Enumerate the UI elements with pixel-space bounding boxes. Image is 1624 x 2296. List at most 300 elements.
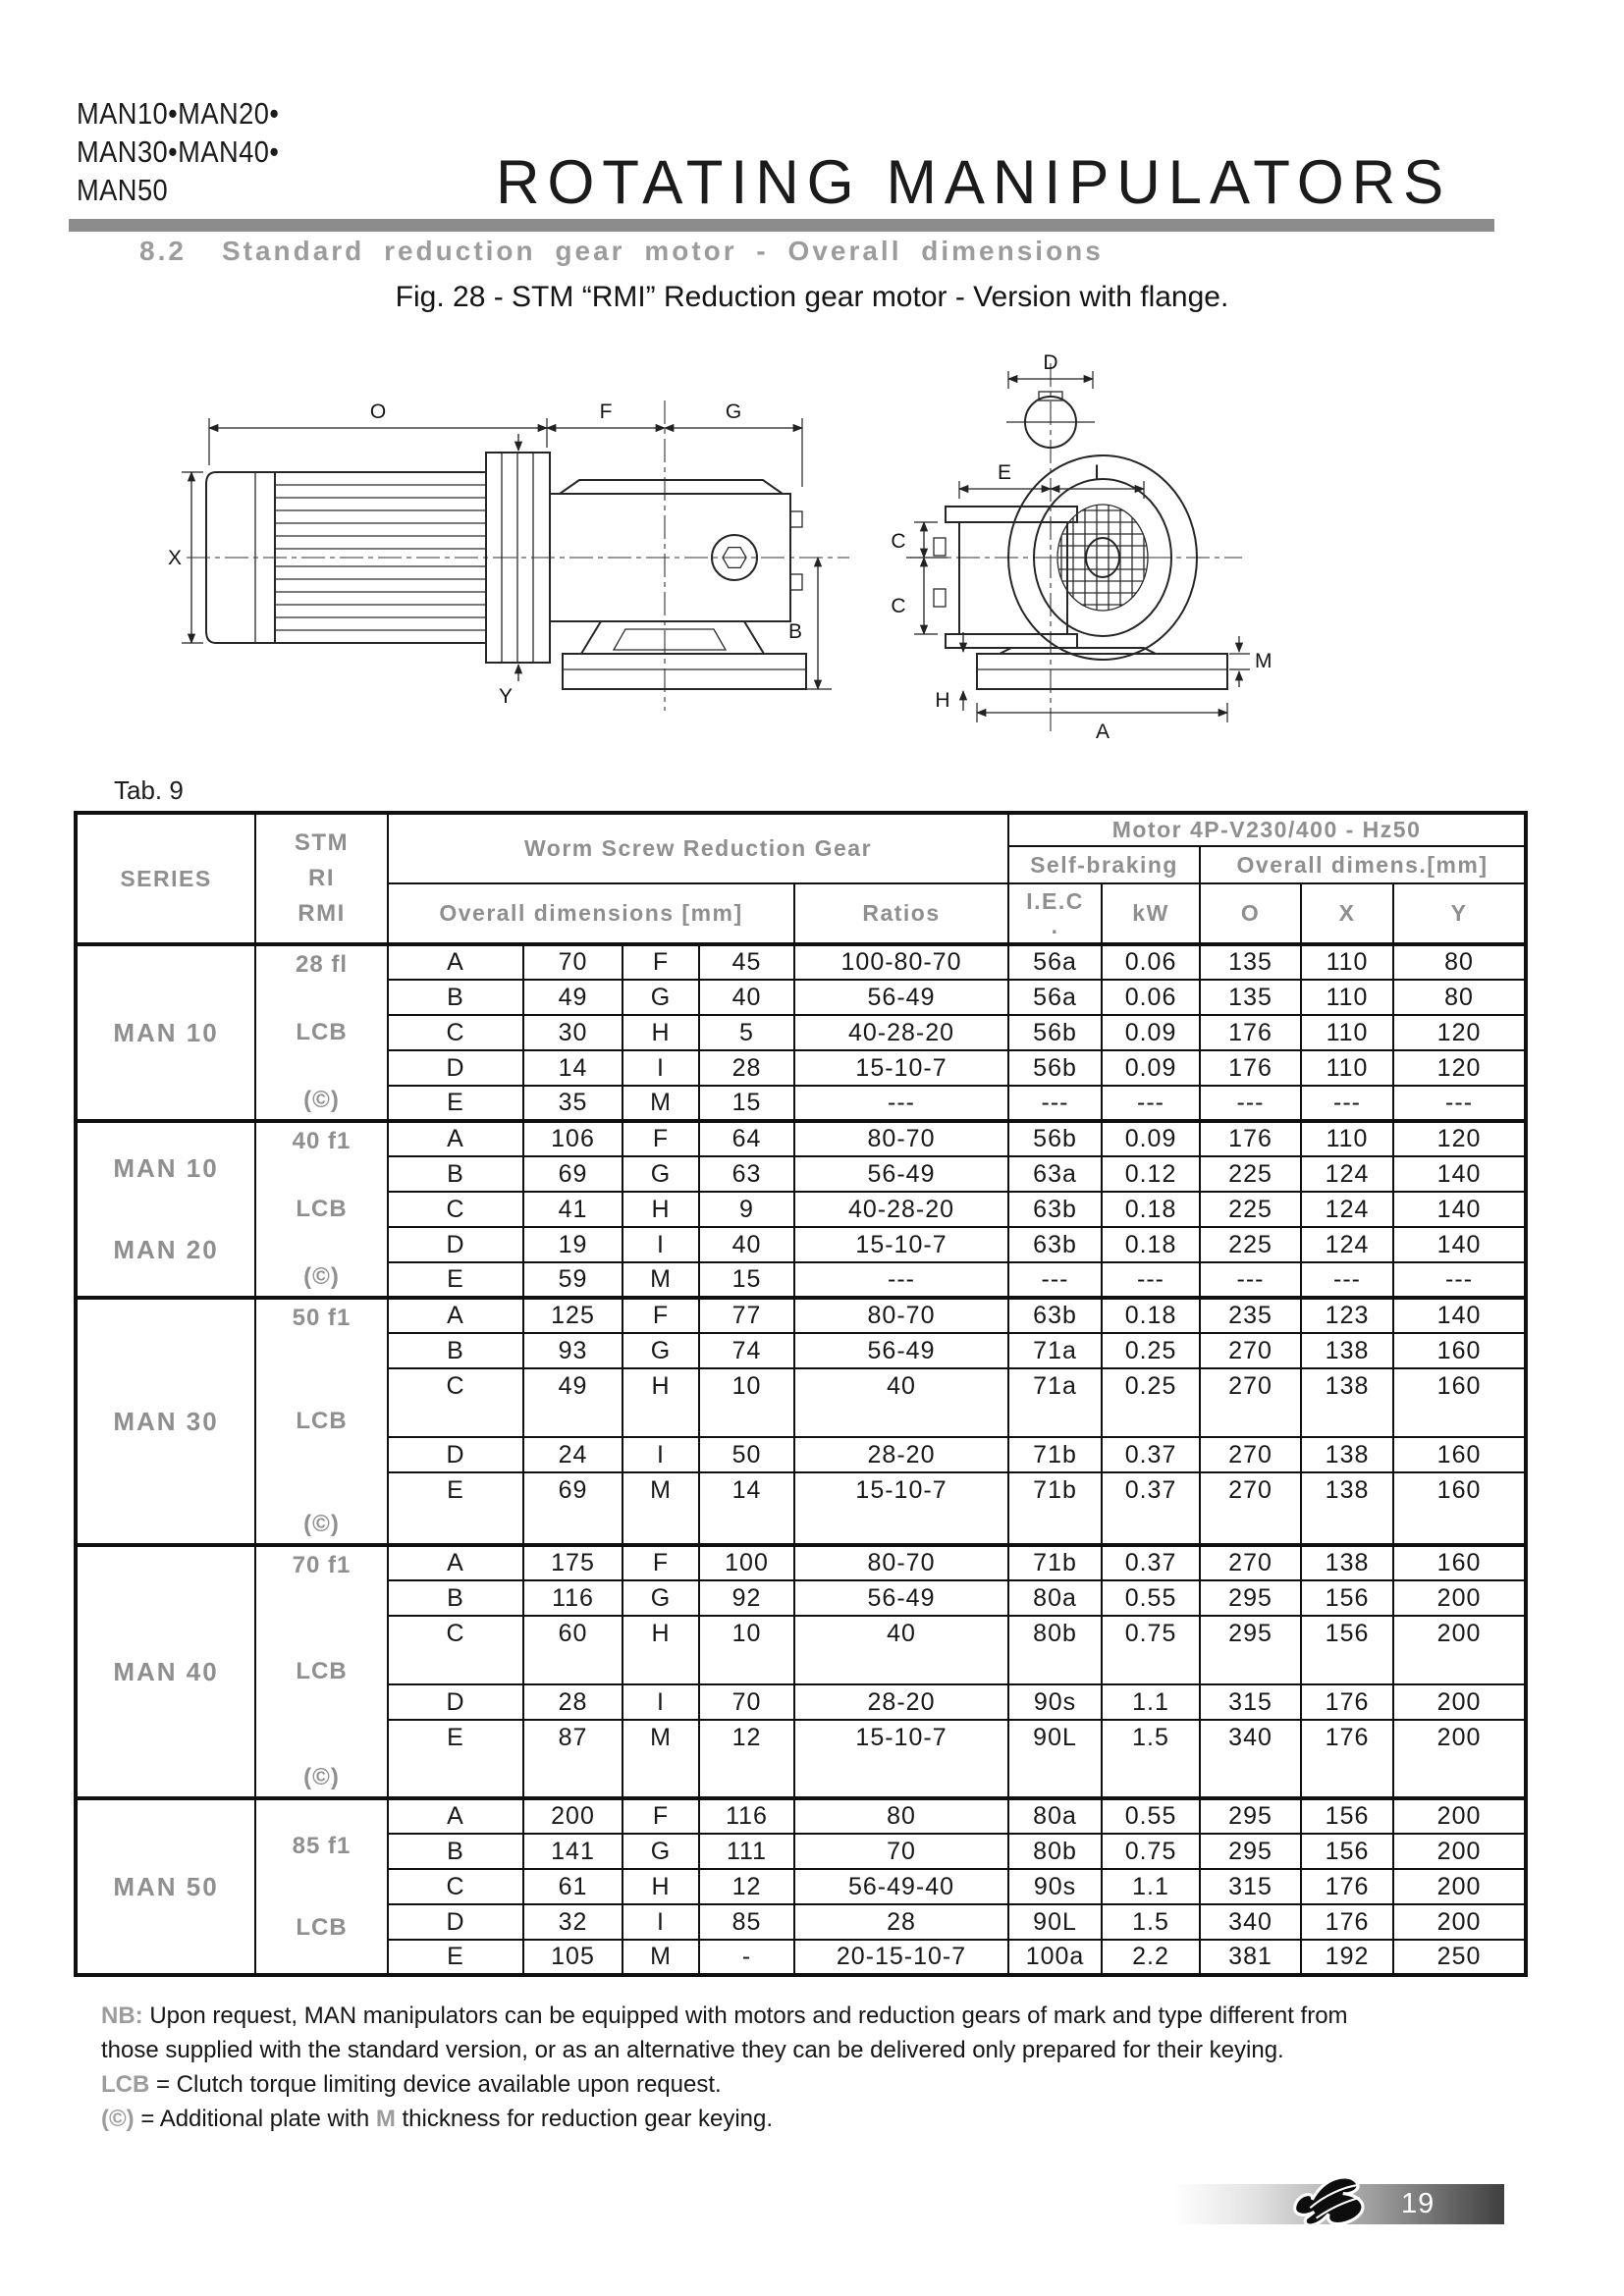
cell-y: 80 — [1393, 980, 1526, 1015]
cell-l2: H — [623, 1015, 699, 1050]
header-series: SERIES — [76, 813, 255, 944]
cell-y: --- — [1393, 1262, 1526, 1298]
cell-o: 295 — [1200, 1616, 1301, 1684]
footer-bar — [1173, 2184, 1504, 2224]
cell-y: 200 — [1393, 1580, 1526, 1616]
cell-o: 135 — [1200, 980, 1301, 1015]
stm-cell — [255, 944, 388, 1121]
cell-r: 80-70 — [794, 1121, 1008, 1156]
cell-r: 40-28-20 — [794, 1192, 1008, 1227]
cell-kw: 0.12 — [1102, 1156, 1200, 1192]
cell-kw: 0.75 — [1102, 1834, 1200, 1869]
cell-o: 135 — [1200, 944, 1301, 980]
cell-y: 200 — [1393, 1904, 1526, 1940]
cell-iec: 56b — [1008, 1121, 1102, 1156]
cell-x: 110 — [1301, 980, 1393, 1015]
cell-o: 270 — [1200, 1545, 1301, 1580]
model-list — [77, 94, 279, 209]
cell-v1: 28 — [523, 1684, 623, 1720]
cell-iec: 80b — [1008, 1616, 1102, 1684]
cell-iec: 56b — [1008, 1050, 1102, 1086]
cell-l1: A — [388, 1298, 523, 1333]
dim-label-x: X — [167, 547, 183, 569]
series-cell — [76, 1545, 255, 1798]
cell-v1: 69 — [523, 1156, 623, 1192]
cell-x: 138 — [1301, 1368, 1393, 1437]
cell-l2: H — [623, 1616, 699, 1684]
dim-label-d: D — [1043, 351, 1058, 374]
stm-label: LCB — [296, 1408, 348, 1434]
cell-o: --- — [1200, 1086, 1301, 1121]
stm-cell — [255, 1545, 388, 1798]
cell-kw: --- — [1102, 1086, 1200, 1121]
note-nb — [101, 1999, 1544, 2033]
series-cell — [76, 944, 255, 1121]
table-body — [76, 944, 1526, 1975]
cell-y: 140 — [1393, 1192, 1526, 1227]
stm-cell — [255, 1298, 388, 1545]
cell-v1: 41 — [523, 1192, 623, 1227]
cell-o: 176 — [1200, 1015, 1301, 1050]
cell-x: 110 — [1301, 944, 1393, 980]
cell-x: 156 — [1301, 1798, 1393, 1834]
cell-kw: 0.06 — [1102, 980, 1200, 1015]
cell-iec: --- — [1008, 1086, 1102, 1121]
cell-v2: 92 — [699, 1580, 794, 1616]
cell-v1: 93 — [523, 1333, 623, 1368]
note-lcb-label: LCB — [101, 2071, 150, 2098]
series-label: MAN 10 — [113, 1153, 219, 1183]
cell-x: 156 — [1301, 1580, 1393, 1616]
cell-l1: C — [388, 1015, 523, 1050]
header-stm-line: RI — [308, 865, 335, 891]
cell-r: 56-49 — [794, 1580, 1008, 1616]
cell-kw: 0.55 — [1102, 1798, 1200, 1834]
cell-v1: 32 — [523, 1904, 623, 1940]
dim-label-c1: C — [891, 530, 906, 553]
cell-l1: D — [388, 1437, 523, 1472]
cell-v1: 87 — [523, 1720, 623, 1798]
cell-iec: 80b — [1008, 1834, 1102, 1869]
cell-l1: D — [388, 1050, 523, 1086]
cell-kw: 0.37 — [1102, 1545, 1200, 1580]
dim-label-g: G — [725, 400, 742, 423]
header-overall-dimens: Overall dimens.[mm] — [1200, 846, 1526, 883]
cell-x: 176 — [1301, 1684, 1393, 1720]
header-kw: kW — [1102, 883, 1200, 944]
cell-o: 270 — [1200, 1368, 1301, 1437]
header-stm — [255, 813, 388, 944]
note-key-m: M — [375, 2106, 396, 2132]
cell-v2: 74 — [699, 1333, 794, 1368]
cell-v2: 15 — [699, 1086, 794, 1121]
cell-v2: - — [699, 1940, 794, 1975]
stm-label: 40 f1 — [292, 1128, 352, 1154]
cell-y: 200 — [1393, 1834, 1526, 1869]
cell-l1: C — [388, 1368, 523, 1437]
series-label: MAN 30 — [113, 1406, 219, 1436]
cell-v1: 14 — [523, 1050, 623, 1086]
note-nb-label: NB: — [101, 2002, 143, 2029]
cell-v1: 116 — [523, 1580, 623, 1616]
cell-o: 225 — [1200, 1192, 1301, 1227]
header-stm-line: RMI — [298, 900, 346, 927]
cell-v2: 10 — [699, 1368, 794, 1437]
header-overall-dimensions: Overall dimensions [mm] — [388, 883, 794, 944]
cell-v1: 49 — [523, 980, 623, 1015]
cell-kw: 0.37 — [1102, 1437, 1200, 1472]
stm-label: (©) — [303, 1087, 340, 1113]
cell-iec: 80a — [1008, 1580, 1102, 1616]
cell-kw: 0.09 — [1102, 1121, 1200, 1156]
cell-l2: H — [623, 1368, 699, 1437]
series-cell — [76, 1121, 255, 1298]
stm-logo-icon — [1283, 2172, 1386, 2235]
cell-l2: H — [623, 1869, 699, 1904]
cell-o: 270 — [1200, 1333, 1301, 1368]
cell-v1: 175 — [523, 1545, 623, 1580]
dimensions-table — [74, 811, 1528, 1977]
cell-kw: 1.1 — [1102, 1684, 1200, 1720]
header-iec-line: . — [1051, 912, 1059, 938]
cell-v2: 9 — [699, 1192, 794, 1227]
cell-o: 340 — [1200, 1720, 1301, 1798]
cell-v2: 15 — [699, 1262, 794, 1298]
cell-v2: 116 — [699, 1798, 794, 1834]
cell-kw: 0.18 — [1102, 1192, 1200, 1227]
cell-l2: G — [623, 1156, 699, 1192]
cell-y: 140 — [1393, 1227, 1526, 1262]
cell-o: 295 — [1200, 1798, 1301, 1834]
series-cell — [76, 1798, 255, 1975]
cell-kw: 0.55 — [1102, 1580, 1200, 1616]
note-key-post: thickness for reduction gear keying. — [395, 2106, 774, 2132]
cell-x: 110 — [1301, 1050, 1393, 1086]
cell-l1: C — [388, 1869, 523, 1904]
cell-l1: A — [388, 1798, 523, 1834]
cell-iec: 71b — [1008, 1472, 1102, 1545]
cell-v1: 69 — [523, 1472, 623, 1545]
cell-iec: 71a — [1008, 1368, 1102, 1437]
section-heading — [139, 236, 1104, 267]
table-row — [76, 1798, 1526, 1834]
notes — [101, 1999, 1544, 2136]
note-nb-text: Upon request, MAN manipulators can be equipped with motors and reduction gears of mark and type different from — [142, 2002, 1348, 2029]
cell-l2: F — [623, 1121, 699, 1156]
cell-l1: D — [388, 1684, 523, 1720]
cell-y: 200 — [1393, 1684, 1526, 1720]
cell-r: 15-10-7 — [794, 1050, 1008, 1086]
cell-y: 80 — [1393, 944, 1526, 980]
cell-kw: 0.25 — [1102, 1333, 1200, 1368]
cell-o: --- — [1200, 1262, 1301, 1298]
cell-o: 176 — [1200, 1121, 1301, 1156]
cell-iec: 80a — [1008, 1798, 1102, 1834]
cell-l2: F — [623, 1545, 699, 1580]
cell-v1: 141 — [523, 1834, 623, 1869]
page-title: ROTATING MANIPULATORS — [496, 148, 1452, 217]
cell-l1: B — [388, 1333, 523, 1368]
note-key-pre: = Additional plate with — [134, 2106, 376, 2132]
cell-y: 160 — [1393, 1472, 1526, 1545]
cell-o: 235 — [1200, 1298, 1301, 1333]
cell-y: 120 — [1393, 1121, 1526, 1156]
cell-o: 340 — [1200, 1904, 1301, 1940]
cell-iec: 71a — [1008, 1333, 1102, 1368]
model-line: MAN10•MAN20• — [77, 96, 280, 131]
cell-iec: 56a — [1008, 944, 1102, 980]
cell-r: --- — [794, 1262, 1008, 1298]
cell-x: 124 — [1301, 1227, 1393, 1262]
cell-l1: A — [388, 1121, 523, 1156]
cell-l2: M — [623, 1086, 699, 1121]
cell-v2: 45 — [699, 944, 794, 980]
cell-r: 15-10-7 — [794, 1472, 1008, 1545]
cell-l2: M — [623, 1720, 699, 1798]
cell-r: --- — [794, 1086, 1008, 1121]
cell-o: 225 — [1200, 1227, 1301, 1262]
cell-r: 56-49 — [794, 980, 1008, 1015]
cell-y: 120 — [1393, 1050, 1526, 1086]
cell-l1: C — [388, 1192, 523, 1227]
cell-y: --- — [1393, 1086, 1526, 1121]
cell-iec: 63a — [1008, 1156, 1102, 1192]
cell-v1: 59 — [523, 1262, 623, 1298]
cell-x: 138 — [1301, 1545, 1393, 1580]
cell-y: 120 — [1393, 1015, 1526, 1050]
cell-v1: 19 — [523, 1227, 623, 1262]
cell-l1: B — [388, 1580, 523, 1616]
cell-y: 250 — [1393, 1940, 1526, 1975]
cell-r: 28 — [794, 1904, 1008, 1940]
cell-r: 28-20 — [794, 1684, 1008, 1720]
series-label: MAN 10 — [113, 1017, 219, 1047]
cell-x: 138 — [1301, 1333, 1393, 1368]
dim-label-a: A — [1095, 721, 1110, 743]
cell-iec: 56a — [1008, 980, 1102, 1015]
cell-r: 56-49 — [794, 1333, 1008, 1368]
section-number: 8.2 — [139, 236, 187, 266]
cell-l2: G — [623, 1333, 699, 1368]
cell-x: 124 — [1301, 1192, 1393, 1227]
cell-iec: 63b — [1008, 1227, 1102, 1262]
cell-x: 176 — [1301, 1720, 1393, 1798]
cell-x: --- — [1301, 1086, 1393, 1121]
cell-kw: 0.75 — [1102, 1616, 1200, 1684]
dim-label-b: B — [787, 620, 803, 643]
cell-y: 200 — [1393, 1798, 1526, 1834]
cell-y: 140 — [1393, 1298, 1526, 1333]
cell-iec: 100a — [1008, 1940, 1102, 1975]
cell-v2: 100 — [699, 1545, 794, 1580]
cell-v1: 106 — [523, 1121, 623, 1156]
header-motor: Motor 4P-V230/400 - Hz50 — [1008, 813, 1526, 846]
header-stm-line: STM — [294, 829, 350, 856]
cell-x: 138 — [1301, 1437, 1393, 1472]
note-lcb — [101, 2067, 1544, 2102]
cell-o: 270 — [1200, 1437, 1301, 1472]
stm-label: LCB — [296, 1913, 348, 1941]
cell-r: 80-70 — [794, 1298, 1008, 1333]
cell-r: 20-15-10-7 — [794, 1940, 1008, 1975]
note-key — [101, 2102, 1544, 2136]
cell-x: 176 — [1301, 1869, 1393, 1904]
dim-label-h: H — [935, 689, 950, 712]
cell-r: 56-49-40 — [794, 1869, 1008, 1904]
cell-r: 40-28-20 — [794, 1015, 1008, 1050]
page-number: 19 — [1401, 2188, 1435, 2219]
cell-iec: 56b — [1008, 1015, 1102, 1050]
dim-label-i: I — [1094, 461, 1100, 484]
header-x: X — [1301, 883, 1393, 944]
cell-y: 140 — [1393, 1156, 1526, 1192]
cell-l1: A — [388, 944, 523, 980]
cell-l1: B — [388, 1834, 523, 1869]
dim-label-y: Y — [498, 685, 514, 708]
cell-l2: F — [623, 1798, 699, 1834]
cell-kw: --- — [1102, 1262, 1200, 1298]
cell-l2: M — [623, 1472, 699, 1545]
cell-o: 295 — [1200, 1834, 1301, 1869]
cell-r: 40 — [794, 1616, 1008, 1684]
cell-v1: 60 — [523, 1616, 623, 1684]
cell-kw: 0.09 — [1102, 1050, 1200, 1086]
cell-l1: E — [388, 1086, 523, 1121]
technical-drawing — [162, 344, 1276, 746]
cell-y: 200 — [1393, 1869, 1526, 1904]
cell-v2: 14 — [699, 1472, 794, 1545]
header-o: O — [1200, 883, 1301, 944]
cell-l2: I — [623, 1050, 699, 1086]
cell-v1: 30 — [523, 1015, 623, 1050]
divider-bar — [69, 219, 1494, 232]
cell-l1: D — [388, 1904, 523, 1940]
cell-kw: 0.37 — [1102, 1472, 1200, 1545]
header-y: Y — [1393, 883, 1526, 944]
cell-l1: E — [388, 1262, 523, 1298]
dim-label-o: O — [369, 400, 387, 423]
header-ratios: Ratios — [794, 883, 1008, 944]
cell-r: 80-70 — [794, 1545, 1008, 1580]
cell-o: 270 — [1200, 1472, 1301, 1545]
cell-iec: --- — [1008, 1262, 1102, 1298]
cell-v2: 77 — [699, 1298, 794, 1333]
cell-r: 70 — [794, 1834, 1008, 1869]
stm-label: LCB — [296, 1658, 348, 1684]
cell-kw: 0.18 — [1102, 1227, 1200, 1262]
cell-x: 192 — [1301, 1940, 1393, 1975]
note-lcb-text: = Clutch torque limiting device available upon request. — [149, 2071, 722, 2098]
note-key-label: (©) — [101, 2106, 135, 2132]
cell-l1: C — [388, 1616, 523, 1684]
cell-x: 123 — [1301, 1298, 1393, 1333]
cell-l1: B — [388, 980, 523, 1015]
table-row — [76, 1545, 1526, 1580]
stm-cell — [255, 1798, 388, 1975]
dim-label-m: M — [1255, 650, 1272, 672]
cell-iec: 71b — [1008, 1437, 1102, 1472]
stm-label: LCB — [296, 1019, 348, 1045]
cell-v1: 105 — [523, 1940, 623, 1975]
cell-v1: 61 — [523, 1869, 623, 1904]
cell-v2: 40 — [699, 980, 794, 1015]
header-iec-line: I.E.C — [1026, 887, 1084, 914]
cell-l2: F — [623, 1298, 699, 1333]
cell-kw: 0.06 — [1102, 944, 1200, 980]
stm-label: (©) — [303, 1263, 340, 1290]
cell-kw: 2.2 — [1102, 1940, 1200, 1975]
cell-kw: 0.09 — [1102, 1015, 1200, 1050]
cell-v2: 70 — [699, 1684, 794, 1720]
dim-label-c2: C — [891, 595, 906, 617]
cell-v1: 49 — [523, 1368, 623, 1437]
cell-r: 56-49 — [794, 1156, 1008, 1192]
cell-l2: M — [623, 1940, 699, 1975]
cell-l2: F — [623, 944, 699, 980]
cell-kw: 0.18 — [1102, 1298, 1200, 1333]
cell-r: 15-10-7 — [794, 1227, 1008, 1262]
cell-x: 138 — [1301, 1472, 1393, 1545]
stm-label: LCB — [296, 1196, 348, 1222]
cell-o: 315 — [1200, 1684, 1301, 1720]
table-row — [76, 1298, 1526, 1333]
cell-r: 100-80-70 — [794, 944, 1008, 980]
cell-kw: 1.5 — [1102, 1720, 1200, 1798]
cell-l2: G — [623, 1580, 699, 1616]
cell-o: 315 — [1200, 1869, 1301, 1904]
table-row — [76, 944, 1526, 980]
dim-label-e: E — [997, 461, 1012, 484]
cell-x: 110 — [1301, 1015, 1393, 1050]
cell-v2: 12 — [699, 1720, 794, 1798]
series-label: MAN 40 — [113, 1656, 219, 1686]
cell-l2: M — [623, 1262, 699, 1298]
cell-v2: 40 — [699, 1227, 794, 1262]
cell-iec: 90s — [1008, 1869, 1102, 1904]
cell-kw: 1.1 — [1102, 1869, 1200, 1904]
cell-r: 28-20 — [794, 1437, 1008, 1472]
stm-label: (©) — [303, 1764, 340, 1790]
cell-l1: E — [388, 1720, 523, 1798]
cell-l2: I — [623, 1684, 699, 1720]
cell-v2: 10 — [699, 1616, 794, 1684]
cell-l1: A — [388, 1545, 523, 1580]
cell-kw: 0.25 — [1102, 1368, 1200, 1437]
cell-l2: I — [623, 1904, 699, 1940]
model-line: MAN50 — [77, 173, 169, 207]
cell-x: 156 — [1301, 1616, 1393, 1684]
model-line: MAN30•MAN40• — [77, 134, 280, 169]
stm-label: (©) — [303, 1511, 340, 1537]
cell-v2: 64 — [699, 1121, 794, 1156]
cell-l1: B — [388, 1156, 523, 1192]
cell-l2: G — [623, 980, 699, 1015]
stm-label: 70 f1 — [292, 1552, 352, 1578]
cell-l2: I — [623, 1437, 699, 1472]
cell-l2: I — [623, 1227, 699, 1262]
cell-v2: 12 — [699, 1869, 794, 1904]
cell-x: 156 — [1301, 1834, 1393, 1869]
stm-cell — [255, 1121, 388, 1298]
cell-x: 176 — [1301, 1904, 1393, 1940]
cell-v1: 24 — [523, 1437, 623, 1472]
cell-l1: D — [388, 1227, 523, 1262]
cell-v1: 35 — [523, 1086, 623, 1121]
cell-x: 110 — [1301, 1121, 1393, 1156]
cell-iec: 90L — [1008, 1720, 1102, 1798]
cell-l2: H — [623, 1192, 699, 1227]
cell-v1: 70 — [523, 944, 623, 980]
